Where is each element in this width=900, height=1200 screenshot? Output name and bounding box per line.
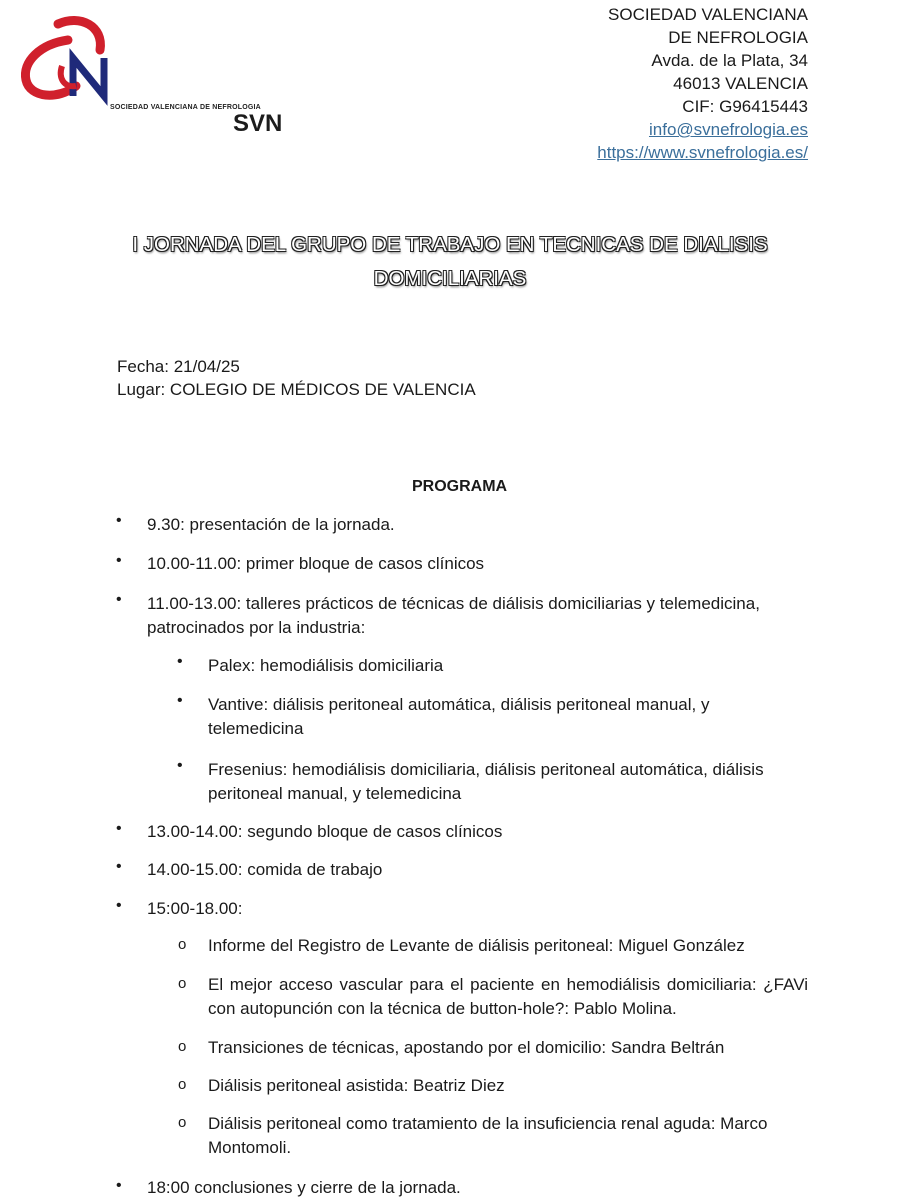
event-place: Lugar: COLEGIO DE MÉDICOS DE VALENCIA (117, 380, 476, 399)
bullet-dot-icon: • (116, 1177, 122, 1194)
bullet-dot-icon: • (116, 552, 122, 569)
list-item: 10.00-11.00: primer bloque de casos clínicos (147, 554, 485, 573)
logo-acronym: SVN (233, 110, 283, 137)
bullet-dot-icon: • (177, 653, 183, 670)
event-info (117, 355, 476, 401)
bullet-circle-icon: o (178, 1038, 187, 1055)
list-item: Diálisis peritoneal como tratamiento de la insuficiencia renal aguda: Marco Montomoli. (208, 1114, 768, 1157)
list-item: Palex: hemodiálisis domiciliaria (208, 656, 444, 675)
bullet-circle-icon: o (178, 936, 187, 953)
title-line2: DOMICILIARIAS (373, 267, 527, 290)
list-item: 11.00-13.00: talleres prácticos de técnicas de diálisis domiciliarias y telemedicina, patrocinados por la industria: (147, 594, 760, 637)
bullet-dot-icon: • (177, 757, 183, 774)
list-item: 15:00-18.00: (147, 899, 243, 918)
list-item: Diálisis peritoneal asistida: Beatriz Diez (208, 1076, 505, 1095)
title-line1: I JORNADA DEL GRUPO DE TRABAJO EN TECNICAS DE DIALISIS (132, 233, 768, 256)
svn-logo (18, 14, 283, 137)
org-name-line2: DE NEFROLOGIA (668, 28, 808, 47)
list-item: Vantive: diálisis peritoneal automática, diálisis peritoneal manual, y telemedicina (208, 695, 710, 738)
bullet-dot-icon: • (116, 591, 122, 608)
street-address: Avda. de la Plata, 34 (651, 51, 808, 70)
list-item: Fresenius: hemodiálisis domiciliaria, diálisis peritoneal automática, diálisis peritoneal manual, y telemedicina (208, 760, 764, 803)
logo-caption: SOCIEDAD VALENCIANA DE NEFROLOGIA (110, 104, 261, 111)
program-heading: PROGRAMA (412, 478, 508, 495)
bullet-dot-icon: • (116, 858, 122, 875)
website-link[interactable]: https://www.svnefrologia.es/ (597, 143, 808, 162)
bullet-circle-icon: o (178, 1114, 187, 1131)
bullet-dot-icon: • (116, 820, 122, 837)
bullet-dot-icon: • (116, 897, 122, 914)
bullet-dot-icon: • (177, 692, 183, 709)
cif-number: CIF: G96415443 (682, 97, 808, 116)
org-name-line1: SOCIEDAD VALENCIANA (608, 5, 808, 24)
email-link[interactable]: info@svnefrologia.es (648, 120, 808, 139)
address-block (597, 3, 808, 164)
list-item: 14.00-15.00: comida de trabajo (147, 860, 383, 879)
list-item: El mejor acceso vascular para el paciente en hemodiálisis domiciliaria: ¿FAVi con autopunción con la técnica de button-hole?: Pablo Molina. (208, 975, 808, 1018)
list-item: 9.30: presentación de la jornada. (147, 515, 395, 534)
bullet-circle-icon: o (178, 1076, 187, 1093)
list-item: 13.00-14.00: segundo bloque de casos clínicos (147, 822, 503, 841)
list-item: Informe del Registro de Levante de diálisis peritoneal: Miguel González (208, 936, 745, 955)
list-item: 18:00 conclusiones y cierre de la jornada. (147, 1178, 461, 1197)
bullet-circle-icon: o (178, 975, 187, 992)
city-address: 46013 VALENCIA (673, 74, 808, 93)
page-title (100, 228, 800, 296)
list-item: Transiciones de técnicas, apostando por el domicilio: Sandra Beltrán (208, 1038, 725, 1057)
event-date: Fecha: 21/04/25 (117, 357, 240, 376)
bullet-dot-icon: • (116, 512, 122, 529)
